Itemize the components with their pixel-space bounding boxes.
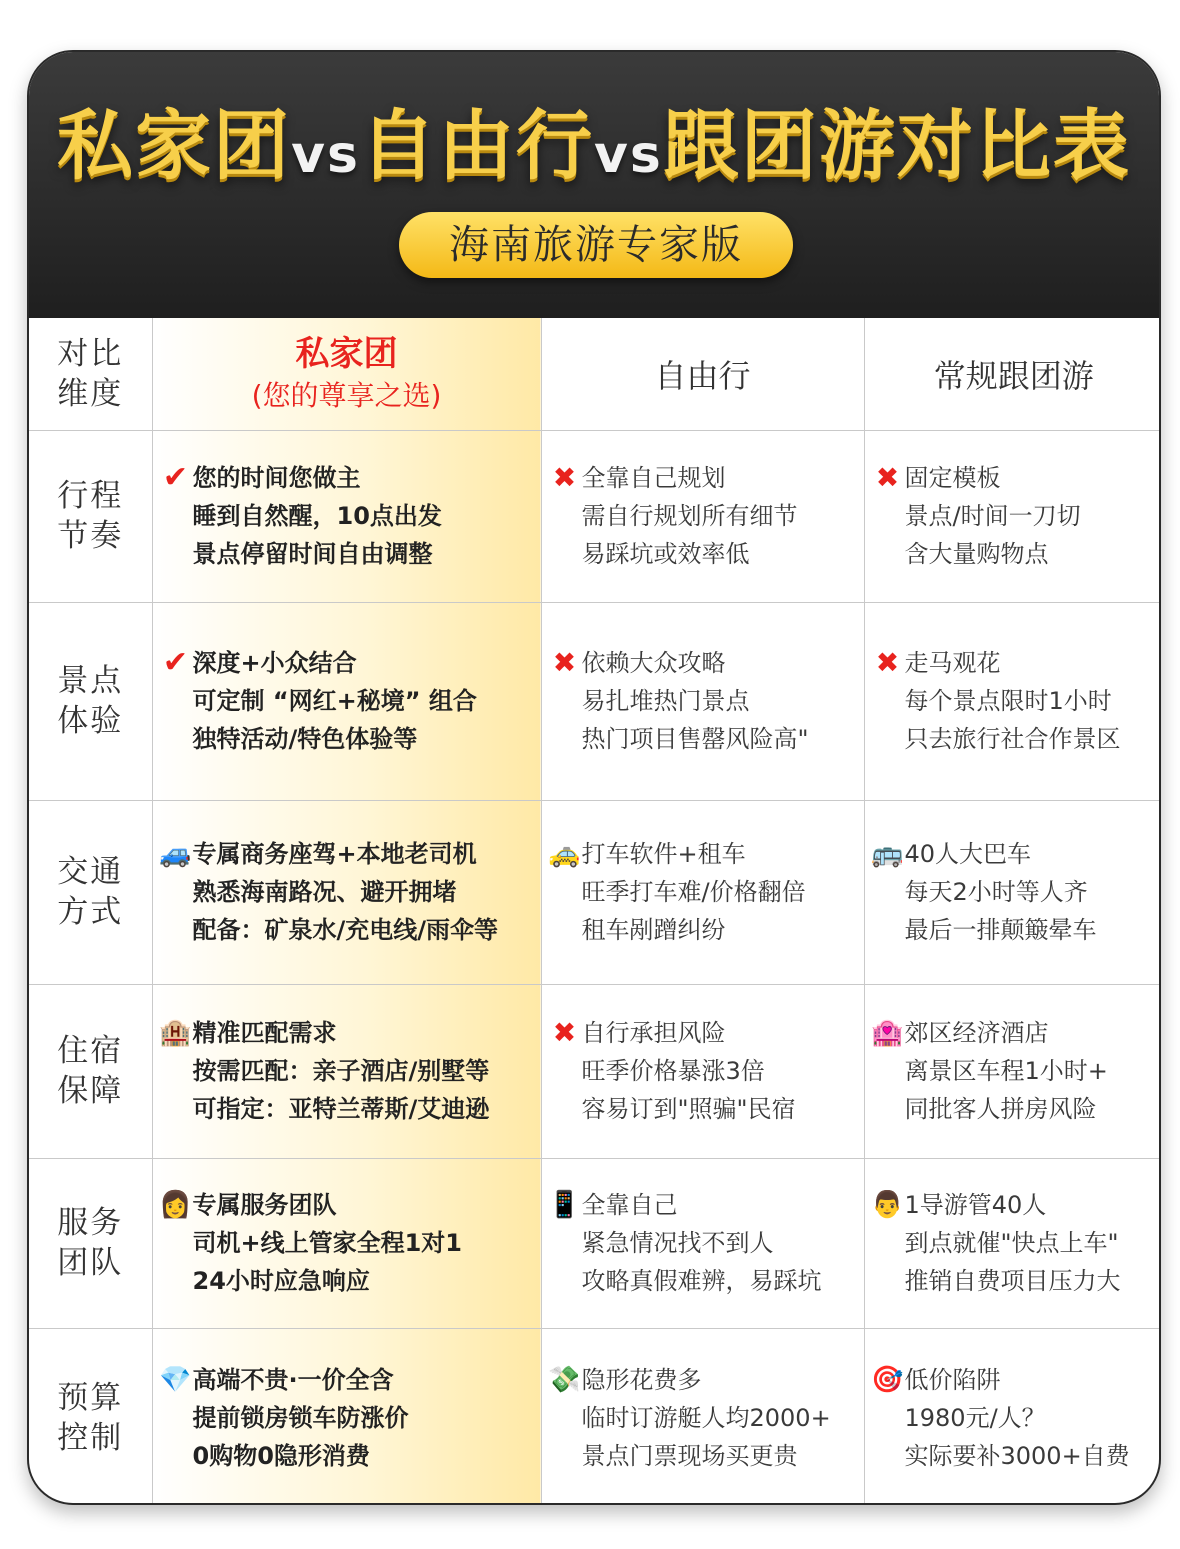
dimension-label: 节奏 [57, 518, 124, 554]
cross-icon: ✖ [875, 646, 900, 679]
cell-text: 容易订到"照骗"民宿 [581, 1095, 796, 1123]
cell-detail [548, 497, 864, 535]
cell-heading [871, 459, 1162, 497]
cross-icon: ✖ [552, 461, 577, 494]
cell-detail [548, 535, 864, 573]
cell-group [864, 984, 1161, 1158]
cell-text: 0购物0隐形消费 [192, 1442, 370, 1470]
dimension-label: 服务 [57, 1205, 124, 1241]
subtitle-badge: 海南旅游专家版 [399, 212, 793, 278]
header-private [152, 318, 541, 430]
cell-text: 专属服务团队 [192, 1191, 337, 1219]
cell-text: 打车软件+租车 [581, 840, 746, 868]
cell-text: 郊区经济酒店 [904, 1019, 1049, 1047]
dimension-label: 行程 [57, 478, 124, 514]
cell-text: 按需匹配：亲子酒店/别墅等 [192, 1057, 490, 1085]
check-icon: ✔ [162, 645, 189, 680]
cell-heading [548, 1014, 864, 1052]
dimension-label: 交通 [57, 854, 124, 890]
cell-private [152, 1328, 541, 1505]
cell-detail [159, 1437, 541, 1475]
cell-detail [871, 682, 1162, 720]
cell-detail [159, 1262, 541, 1300]
cell-self [541, 800, 864, 984]
table-header-row [29, 318, 1161, 430]
cell-text: 司机+线上管家全程1对1 [192, 1229, 463, 1257]
dimension-label: 住宿 [57, 1033, 124, 1069]
title-vs-1: vs [291, 125, 360, 185]
header-dim-line2: 维度 [57, 375, 124, 412]
cell-heading [159, 1361, 541, 1399]
cell-text: 推销自费项目压力大 [904, 1267, 1121, 1295]
cell-detail [548, 873, 864, 911]
cell-detail [548, 1090, 864, 1128]
car-icon: 🚙 [159, 839, 192, 869]
header-group: 常规跟团游 [864, 318, 1161, 430]
cell-detail [159, 1052, 541, 1090]
cell-text: 每天2小时等人齐 [904, 878, 1088, 906]
cross-icon: ✖ [552, 646, 577, 679]
cell-text: 深度+小众结合 [192, 649, 357, 677]
cell-text: 24小时应急响应 [192, 1267, 370, 1295]
cell-detail [159, 682, 541, 720]
cell-text: 提前锁房锁车防涨价 [192, 1404, 409, 1432]
cell-self [541, 1158, 864, 1328]
cell-heading [548, 1186, 864, 1224]
cell-detail [548, 682, 864, 720]
cell-text: 独特活动/特色体验等 [192, 725, 418, 753]
cell-heading [871, 1361, 1162, 1399]
cell-heading [548, 459, 864, 497]
cell-text: 可定制 “网红+秘境” 组合 [192, 687, 477, 715]
dimension-label: 方式 [57, 894, 124, 930]
cell-text: 熟悉海南路况、避开拥堵 [192, 878, 457, 906]
cell-detail [159, 911, 541, 949]
cell-detail [548, 1224, 864, 1262]
cell-detail [548, 1399, 864, 1437]
money-icon: 💸 [548, 1365, 581, 1395]
cell-detail [548, 911, 864, 949]
cell-heading [871, 1014, 1162, 1052]
cell-detail [871, 1090, 1162, 1128]
bus-icon: 🚌 [871, 839, 904, 869]
cell-self [541, 430, 864, 602]
cell-text: 专属商务座驾+本地老司机 [192, 840, 477, 868]
cell-text: 隐形花费多 [581, 1366, 702, 1394]
row-dimension [29, 800, 152, 984]
title-vs-2: vs [594, 125, 663, 185]
cell-text: 每个景点限时1小时 [904, 687, 1112, 715]
cell-detail [871, 873, 1162, 911]
cell-detail [159, 1224, 541, 1262]
title-self: 自由行 [360, 101, 594, 190]
dimension-label: 体验 [57, 703, 124, 739]
row-dimension [29, 1328, 152, 1505]
cell-group [864, 800, 1161, 984]
cell-heading [871, 644, 1162, 682]
cell-text: 最后一排颠簸晕车 [904, 916, 1097, 944]
cell-text: 易扎堆热门景点 [581, 687, 750, 715]
cell-text: 离景区车程1小时+ [904, 1057, 1108, 1085]
dimension-label: 控制 [57, 1420, 124, 1456]
cell-text: 只去旅行社合作景区 [904, 725, 1121, 753]
cross-icon: ✖ [552, 1016, 577, 1049]
cell-private [152, 602, 541, 800]
cell-detail [871, 1399, 1162, 1437]
cell-detail [871, 911, 1162, 949]
cell-text: 全靠自己 [581, 1191, 678, 1219]
table-row [29, 800, 1161, 984]
cell-text: 低价陷阱 [904, 1366, 1001, 1394]
cell-text: 旺季价格暴涨3倍 [581, 1057, 765, 1085]
cell-text: 1980元/人？ [904, 1404, 1046, 1432]
cell-text: 依赖大众攻略 [581, 649, 726, 677]
table-row [29, 1328, 1161, 1505]
cell-text: 需自行规划所有细节 [581, 502, 798, 530]
cell-detail [548, 1052, 864, 1090]
header-self: 自由行 [541, 318, 864, 430]
cell-detail [548, 1262, 864, 1300]
cell-self [541, 602, 864, 800]
cell-heading [159, 835, 541, 873]
cell-text: 高端不贵·一价全含 [192, 1366, 394, 1394]
diamond-icon: 💎 [159, 1365, 192, 1395]
cell-text: 易踩坑或效率低 [581, 540, 750, 568]
cell-text: 全靠自己规划 [581, 464, 726, 492]
cell-text: 自行承担风险 [581, 1019, 726, 1047]
cell-detail [871, 1262, 1162, 1300]
cell-heading [159, 1186, 541, 1224]
title-private: 私家团 [57, 101, 292, 190]
cell-text: 40人大巴车 [904, 840, 1032, 868]
cell-detail [159, 1399, 541, 1437]
dimension-label: 景点 [57, 663, 124, 699]
cell-group [864, 1158, 1161, 1328]
cell-text: 紧急情况找不到人 [581, 1229, 774, 1257]
cell-text: 临时订游艇人均2000+ [581, 1404, 831, 1432]
cell-text: 可指定：亚特兰蒂斯/艾迪逊 [192, 1095, 490, 1123]
motel-icon: 🏩 [871, 1018, 904, 1048]
service-agent-icon: 👩 [159, 1190, 192, 1220]
cell-text: 景点门票现场买更贵 [581, 1442, 798, 1470]
cell-text: 到点就催"快点上车" [904, 1229, 1119, 1257]
cell-detail [159, 535, 541, 573]
cell-heading [159, 459, 541, 497]
cell-detail [871, 720, 1162, 758]
cell-detail [548, 1437, 864, 1475]
cell-detail [159, 873, 541, 911]
row-dimension [29, 984, 152, 1158]
cell-detail [871, 1224, 1162, 1262]
table-row [29, 984, 1161, 1158]
cell-text: 您的时间您做主 [192, 464, 361, 492]
cell-detail [159, 720, 541, 758]
cell-private [152, 430, 541, 602]
cell-heading [548, 1361, 864, 1399]
cell-self [541, 1328, 864, 1505]
tour-guide-icon: 👨 [871, 1190, 904, 1220]
hotel-icon: 🏨 [159, 1018, 192, 1048]
cell-text: 1导游管40人 [904, 1191, 1047, 1219]
header-private-sub: (您的尊享之选) [251, 378, 442, 412]
table-row [29, 1158, 1161, 1328]
cell-private [152, 800, 541, 984]
taxi-icon: 🚕 [548, 839, 581, 869]
cell-heading [871, 835, 1162, 873]
cell-detail [871, 535, 1162, 573]
cell-text: 景点停留时间自由调整 [192, 540, 433, 568]
cell-private [152, 984, 541, 1158]
header-dim-line1: 对比 [57, 335, 124, 372]
cell-text: 同批客人拼房风险 [904, 1095, 1097, 1123]
title-group: 跟团游对比表 [662, 101, 1131, 190]
header-private-title: 私家团 [295, 333, 398, 374]
table-row [29, 602, 1161, 800]
cell-text: 精准匹配需求 [192, 1019, 337, 1047]
page-title [29, 98, 1159, 203]
comparison-card [27, 50, 1161, 1505]
header-dim [29, 318, 152, 430]
cell-heading [871, 1186, 1162, 1224]
cell-heading [159, 1014, 541, 1052]
cell-text: 攻略真假难辨，易踩坑 [581, 1267, 822, 1295]
row-dimension [29, 1158, 152, 1328]
cell-group [864, 1328, 1161, 1505]
dimension-label: 预算 [57, 1380, 124, 1416]
check-icon: ✔ [162, 460, 189, 495]
cell-text: 含大量购物点 [904, 540, 1049, 568]
cell-self [541, 984, 864, 1158]
row-dimension [29, 430, 152, 602]
dimension-label: 团队 [57, 1245, 124, 1281]
cell-text: 实际要补3000+自费 [904, 1442, 1130, 1470]
cell-text: 景点/时间一刀切 [904, 502, 1081, 530]
cell-text: 配备：矿泉水/充电线/雨伞等 [192, 916, 499, 944]
phone-icon: 📱 [548, 1190, 581, 1220]
comparison-table [29, 318, 1161, 1505]
cell-text: 租车剐蹭纠纷 [581, 916, 726, 944]
cell-group [864, 602, 1161, 800]
target-icon: 🎯 [871, 1365, 904, 1395]
cell-detail [159, 497, 541, 535]
cell-heading [159, 644, 541, 682]
cell-detail [871, 1437, 1162, 1475]
cell-text: 固定模板 [904, 464, 1001, 492]
header-banner [29, 52, 1159, 318]
cell-heading [548, 644, 864, 682]
cell-text: 旺季打车难/价格翻倍 [581, 878, 806, 906]
cell-group [864, 430, 1161, 602]
row-dimension [29, 602, 152, 800]
cell-detail [548, 720, 864, 758]
table-row [29, 430, 1161, 602]
cell-text: 热门项目售罄风险高" [581, 725, 809, 753]
cell-text: 睡到自然醒，10点出发 [192, 502, 442, 530]
cell-heading [548, 835, 864, 873]
cell-detail [871, 497, 1162, 535]
cell-private [152, 1158, 541, 1328]
cell-detail [159, 1090, 541, 1128]
cell-text: 走马观花 [904, 649, 1001, 677]
dimension-label: 保障 [57, 1073, 124, 1109]
cell-detail [871, 1052, 1162, 1090]
cross-icon: ✖ [875, 461, 900, 494]
